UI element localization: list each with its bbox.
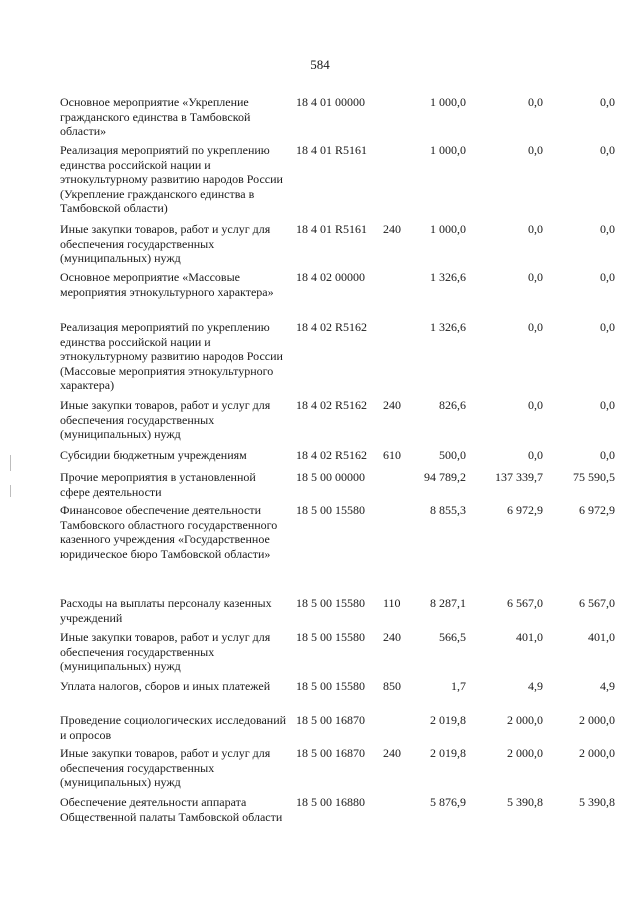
row-value-2: 2 000,0 xyxy=(507,713,543,727)
row-code: 18 5 00 16870 xyxy=(296,713,365,727)
row-expense-type: 110 xyxy=(383,596,401,610)
row-name: Основное мероприятие «Укрепление гражданского единства в Тамбовской области» xyxy=(60,95,251,138)
row-value-1: 1 326,6 xyxy=(430,320,466,334)
row-value-3: 0,0 xyxy=(600,222,615,236)
row-value-1: 566,5 xyxy=(439,630,466,644)
row-value-3: 0,0 xyxy=(600,398,615,412)
row-expense-type: 240 xyxy=(383,746,401,760)
row-value-1: 8 855,3 xyxy=(430,503,466,517)
row-value-3: 2 000,0 xyxy=(579,746,615,760)
row-value-3: 5 390,8 xyxy=(579,795,615,809)
row-value-1: 5 876,9 xyxy=(430,795,466,809)
row-value-1: 500,0 xyxy=(439,448,466,462)
row-value-1: 1,7 xyxy=(451,679,466,693)
row-value-1: 1 000,0 xyxy=(430,143,466,157)
row-value-3: 75 590,5 xyxy=(573,470,615,484)
row-value-3: 0,0 xyxy=(600,95,615,109)
row-expense-type: 850 xyxy=(383,679,401,693)
row-value-2: 0,0 xyxy=(528,398,543,412)
row-value-2: 401,0 xyxy=(516,630,543,644)
row-value-3: 0,0 xyxy=(600,448,615,462)
row-name: Иные закупки товаров, работ и услуг для обеспечения государственных (муниципальных) нужд xyxy=(60,746,271,789)
row-value-2: 6 567,0 xyxy=(507,596,543,610)
row-value-2: 137 339,7 xyxy=(495,470,543,484)
row-value-1: 1 000,0 xyxy=(430,222,466,236)
row-value-2: 0,0 xyxy=(528,270,543,284)
row-value-1: 2 019,8 xyxy=(430,746,466,760)
row-value-2: 0,0 xyxy=(528,143,543,157)
row-name: Финансовое обеспечение деятельности Тамбовского областного государственного казенного учреждения «Государственное юридическое бюро Тамбовской области» xyxy=(60,503,278,561)
row-name: Иные закупки товаров, работ и услуг для обеспечения государственных (муниципальных) нужд xyxy=(60,630,271,673)
row-name: Иные закупки товаров, работ и услуг для обеспечения государственных (муниципальных) нужд xyxy=(60,222,271,265)
row-code: 18 5 00 16870 xyxy=(296,746,365,760)
row-name: Субсидии бюджетным учреждениям xyxy=(60,448,247,462)
row-name: Основное мероприятие «Массовые мероприятия этнокультурного характера» xyxy=(60,270,274,299)
row-value-2: 0,0 xyxy=(528,448,543,462)
row-code: 18 4 02 00000 xyxy=(296,270,365,284)
row-code: 18 5 00 15580 xyxy=(296,630,365,644)
row-code: 18 5 00 16880 xyxy=(296,795,365,809)
row-code: 18 4 01 R5161 xyxy=(296,222,368,236)
row-value-1: 1 326,6 xyxy=(430,270,466,284)
row-value-2: 5 390,8 xyxy=(507,795,543,809)
row-value-3: 6 972,9 xyxy=(579,503,615,517)
row-value-3: 401,0 xyxy=(588,630,615,644)
row-value-2: 0,0 xyxy=(528,95,543,109)
row-value-1: 2 019,8 xyxy=(430,713,466,727)
row-value-1: 94 789,2 xyxy=(424,470,466,484)
row-name: Прочие мероприятия в установленной сфере деятельности xyxy=(60,470,256,499)
row-code: 18 5 00 15580 xyxy=(296,679,365,693)
row-value-3: 0,0 xyxy=(600,143,615,157)
row-value-1: 826,6 xyxy=(439,398,466,412)
row-expense-type: 240 xyxy=(383,630,401,644)
row-code: 18 5 00 15580 xyxy=(296,596,365,610)
scan-mark xyxy=(10,485,11,497)
row-code: 18 4 02 R5162 xyxy=(296,320,368,334)
row-expense-type: 240 xyxy=(383,398,401,412)
row-value-2: 0,0 xyxy=(528,320,543,334)
row-value-1: 1 000,0 xyxy=(430,95,466,109)
row-value-2: 4,9 xyxy=(528,679,543,693)
row-name: Проведение социологических исследований и опросов xyxy=(60,713,287,742)
row-code: 18 4 02 R5162 xyxy=(296,448,368,462)
row-code: 18 4 01 R5161 xyxy=(296,143,368,157)
row-value-3: 2 000,0 xyxy=(579,713,615,727)
row-name: Реализация мероприятий по укреплению единства российской нации и этнокультурному развитию народов России (Укрепление гражданского единства в Тамбовской области) xyxy=(60,143,283,215)
row-name: Расходы на выплаты персоналу казенных учреждений xyxy=(60,596,272,625)
row-value-3: 6 567,0 xyxy=(579,596,615,610)
row-code: 18 4 01 00000 xyxy=(296,95,365,109)
row-value-1: 8 287,1 xyxy=(430,596,466,610)
row-code: 18 5 00 15580 xyxy=(296,503,365,517)
page-number: 584 xyxy=(310,57,330,72)
row-name: Иные закупки товаров, работ и услуг для обеспечения государственных (муниципальных) нужд xyxy=(60,398,271,441)
row-name: Реализация мероприятий по укреплению единства российской нации и этнокультурному развитию народов России (Массовые мероприятия этнокультурного характера) xyxy=(60,320,283,392)
row-name: Уплата налогов, сборов и иных платежей xyxy=(60,679,271,693)
row-name: Обеспечение деятельности аппарата Общественной палаты Тамбовской области xyxy=(60,795,283,824)
row-value-3: 4,9 xyxy=(600,679,615,693)
row-expense-type: 610 xyxy=(383,448,401,462)
row-value-3: 0,0 xyxy=(600,270,615,284)
row-value-2: 0,0 xyxy=(528,222,543,236)
row-value-2: 6 972,9 xyxy=(507,503,543,517)
row-value-2: 2 000,0 xyxy=(507,746,543,760)
row-code: 18 5 00 00000 xyxy=(296,470,365,484)
row-expense-type: 240 xyxy=(383,222,401,236)
row-value-3: 0,0 xyxy=(600,320,615,334)
row-code: 18 4 02 R5162 xyxy=(296,398,368,412)
scan-mark xyxy=(10,455,11,471)
